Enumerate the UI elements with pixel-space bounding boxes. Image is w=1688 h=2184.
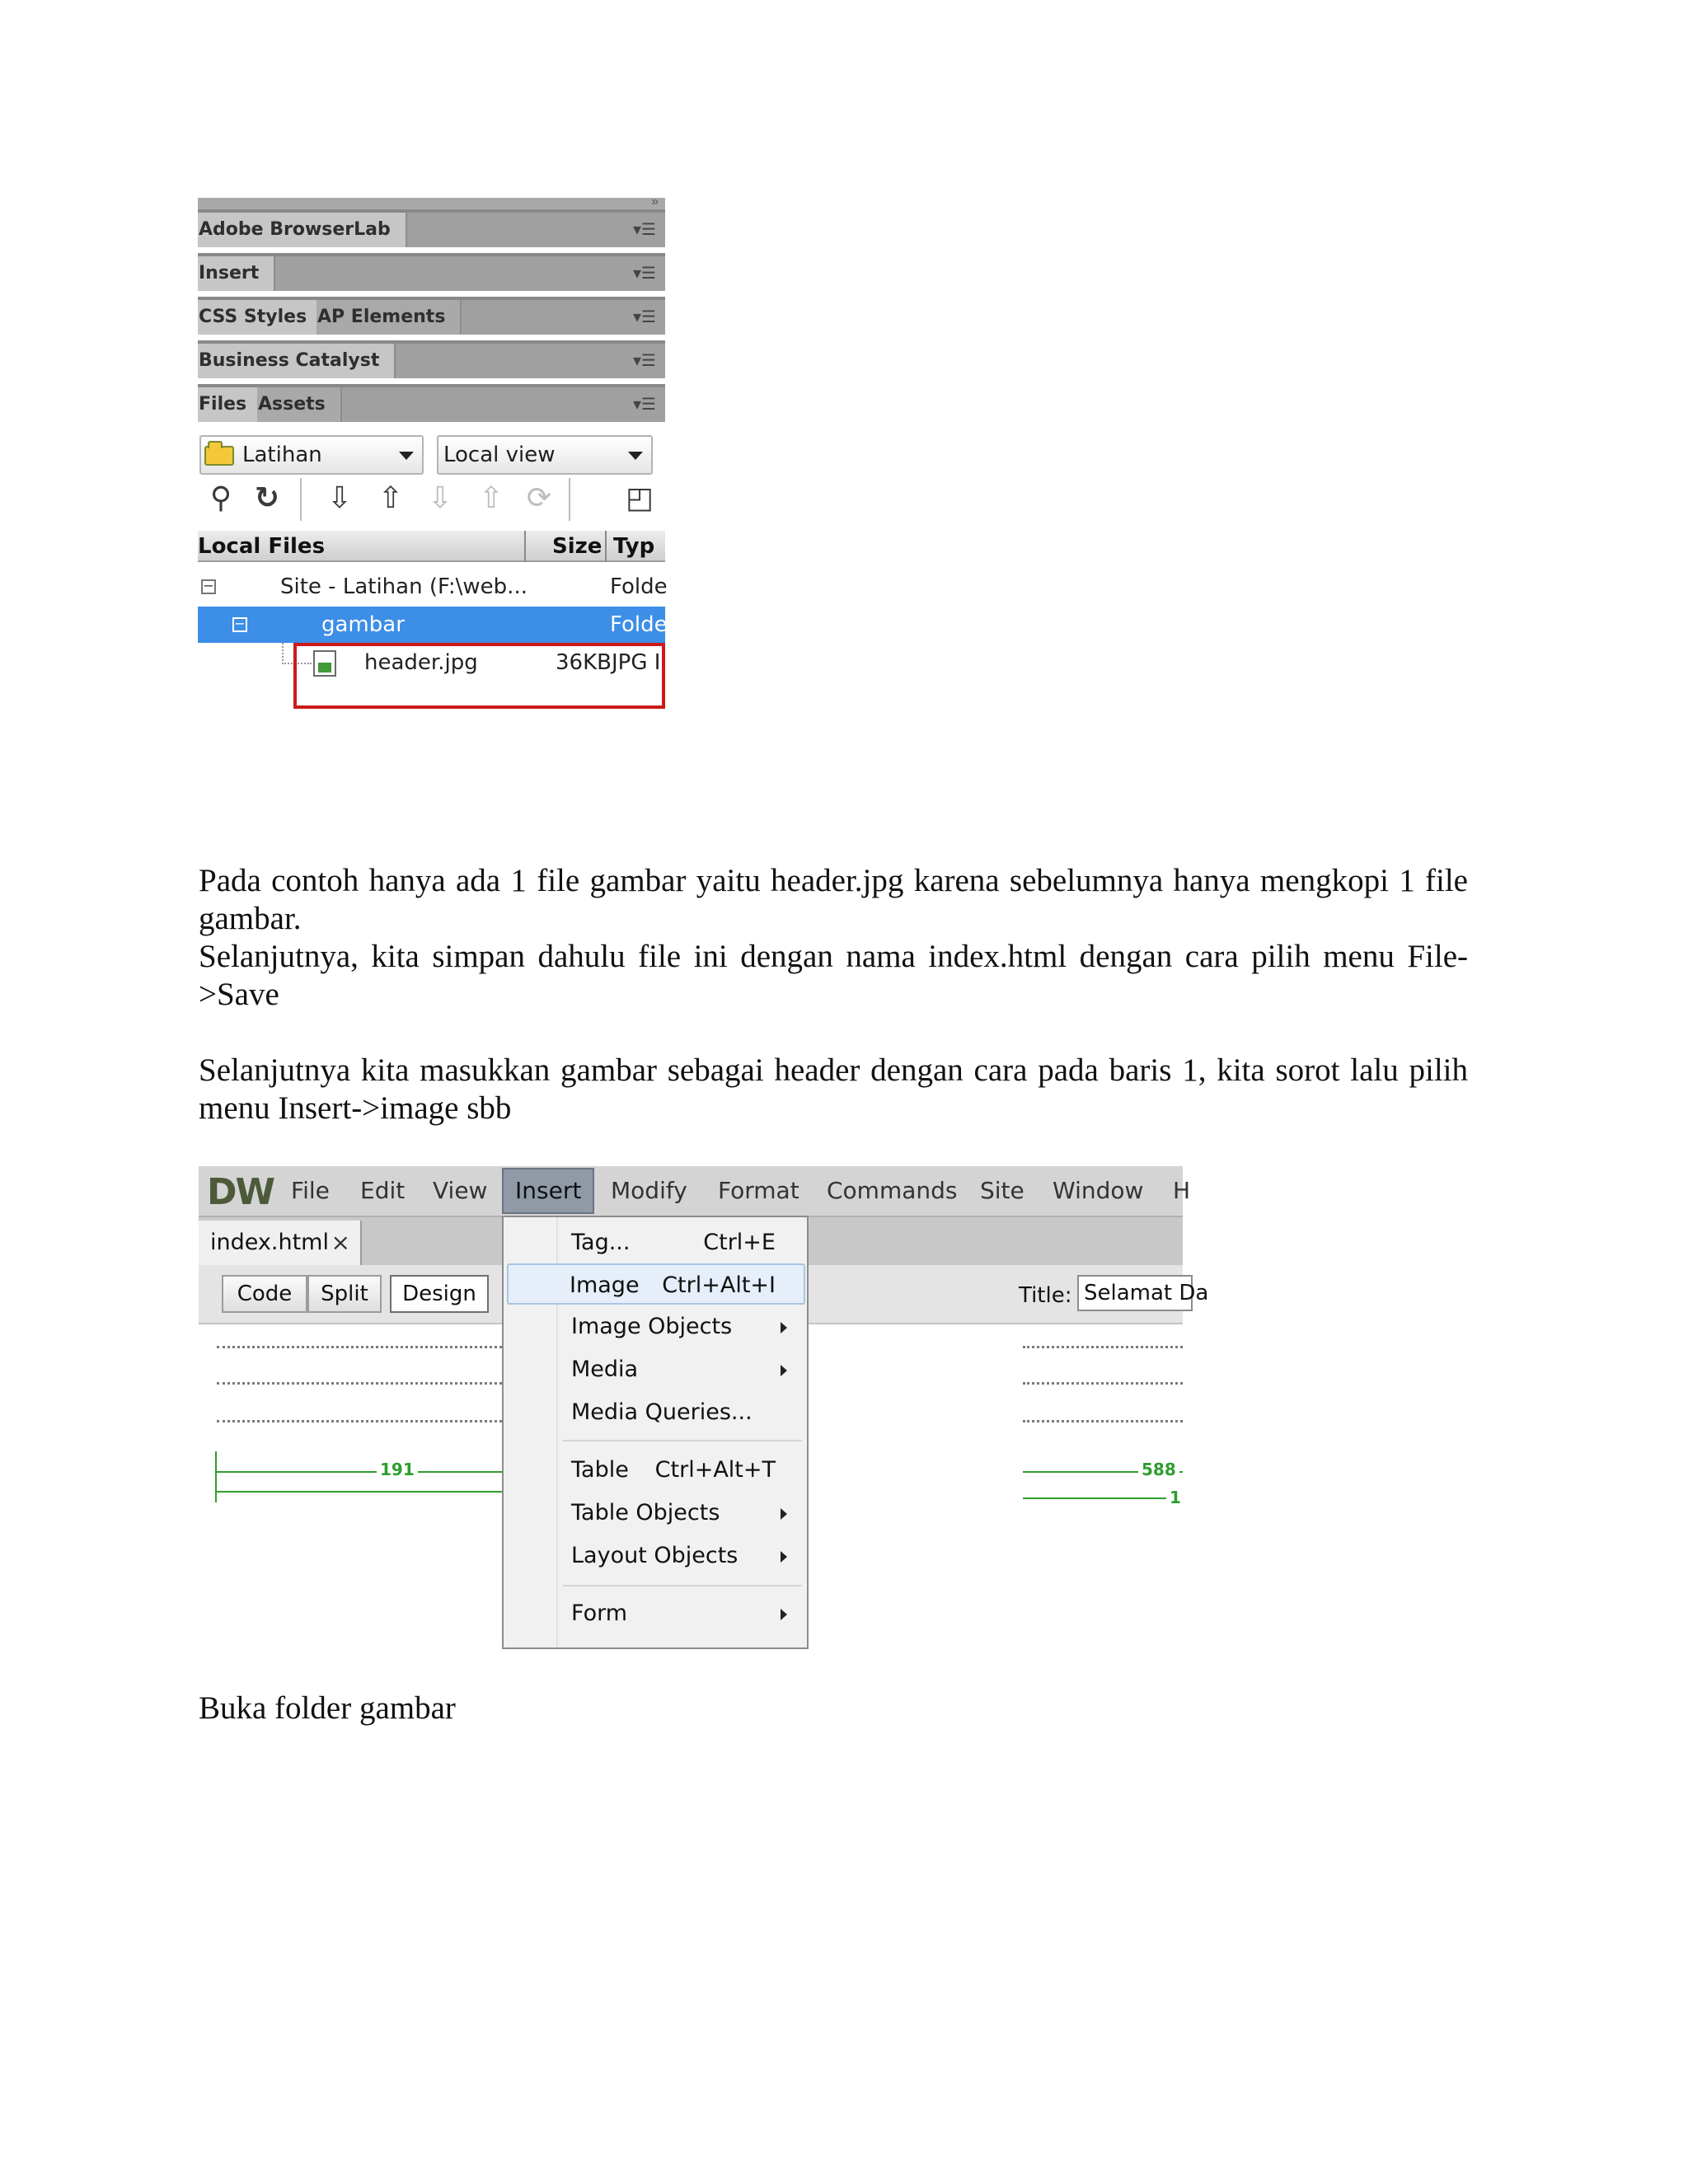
menu-modify[interactable]: Modify bbox=[611, 1177, 687, 1204]
panel-group-files bbox=[198, 384, 665, 422]
dw-logo: DW bbox=[207, 1171, 274, 1213]
paragraph-4 bbox=[199, 1690, 1468, 1727]
table-guide bbox=[217, 1420, 502, 1422]
paragraph-3 bbox=[199, 1052, 1468, 1127]
tab-assets[interactable]: Assets bbox=[257, 387, 342, 422]
split-view-button[interactable]: Split bbox=[307, 1275, 382, 1313]
tab-ap-elements[interactable]: AP Elements bbox=[316, 300, 462, 335]
expand-icon[interactable]: ◰ bbox=[625, 480, 654, 514]
panel-group-css bbox=[198, 297, 665, 335]
text-line: Pada contoh hanya ada 1 file gambar yaitu header.jpg karena sebelumnya hanya mengkopi 1 file bbox=[199, 863, 1468, 898]
check-out-icon[interactable]: ⇩ bbox=[427, 480, 453, 514]
submenu-arrow-icon bbox=[781, 1322, 787, 1333]
menu-item-media[interactable] bbox=[507, 1349, 805, 1390]
site-select[interactable] bbox=[199, 435, 424, 475]
file-name: gambar bbox=[321, 612, 405, 637]
highlight-box bbox=[293, 643, 665, 709]
chevron-down-icon bbox=[628, 452, 643, 460]
panel-group-browserlab bbox=[198, 209, 665, 247]
column-width-label: 191 bbox=[377, 1460, 418, 1479]
menu-item-layout-objects[interactable] bbox=[507, 1535, 805, 1577]
column-width-label: 588 bbox=[1138, 1460, 1179, 1479]
menu-commands[interactable]: Commands bbox=[827, 1177, 958, 1204]
panel-group-insert bbox=[198, 253, 665, 291]
menu-insert[interactable]: Insert bbox=[502, 1168, 594, 1214]
table-guide bbox=[1023, 1346, 1183, 1348]
menu-item-media-queries[interactable] bbox=[507, 1392, 805, 1433]
menu-item-label: Layout Objects bbox=[571, 1543, 738, 1568]
text-line: Buka folder gambar bbox=[199, 1690, 456, 1726]
tab-label: index.html bbox=[210, 1230, 329, 1255]
width-guide bbox=[215, 1451, 217, 1502]
title-input[interactable]: Selamat Da bbox=[1077, 1275, 1193, 1311]
design-view-button[interactable]: Design bbox=[390, 1275, 489, 1313]
submenu-arrow-icon bbox=[781, 1508, 787, 1520]
file-size: 36KB bbox=[556, 650, 612, 675]
menu-item-label: Table Objects bbox=[571, 1500, 720, 1526]
get-files-icon[interactable]: ⇩ bbox=[326, 480, 353, 514]
width-guide bbox=[215, 1471, 502, 1473]
menu-format[interactable]: Format bbox=[718, 1177, 799, 1204]
width-guide bbox=[215, 1491, 502, 1493]
menu-item-image[interactable] bbox=[507, 1263, 805, 1305]
panel-menu-icon[interactable]: ▾☰ bbox=[633, 396, 656, 414]
menu-item-image-objects[interactable] bbox=[507, 1306, 805, 1347]
width-guide bbox=[1023, 1497, 1183, 1499]
file-type: JPG I bbox=[612, 650, 661, 675]
menu-item-label: Form bbox=[571, 1601, 628, 1626]
file-type: Folde bbox=[610, 612, 668, 637]
submenu-arrow-icon bbox=[781, 1609, 787, 1620]
panel-dock-grip[interactable] bbox=[198, 194, 665, 209]
table-guide bbox=[217, 1382, 502, 1385]
menu-item-shortcut: Ctrl+Alt+T bbox=[654, 1457, 776, 1483]
menu-item-table[interactable] bbox=[507, 1450, 805, 1491]
column-width-label: 1 bbox=[1166, 1488, 1184, 1507]
menu-item-label: Image Objects bbox=[571, 1314, 733, 1339]
submenu-arrow-icon bbox=[781, 1551, 787, 1563]
menu-file[interactable]: File bbox=[291, 1177, 330, 1204]
paragraph-2 bbox=[199, 938, 1468, 1014]
menu-window[interactable]: Window bbox=[1053, 1177, 1144, 1204]
text-line: gambar. bbox=[199, 901, 302, 936]
view-select[interactable] bbox=[437, 435, 653, 475]
tab-files[interactable]: Files bbox=[198, 387, 263, 422]
column-local-files[interactable]: Local Files bbox=[198, 534, 326, 559]
files-table-header bbox=[198, 531, 665, 562]
tab-adobe-browserlab[interactable]: Adobe BrowserLab bbox=[198, 213, 407, 247]
menu-bar bbox=[199, 1166, 1191, 1216]
text-line: >Save bbox=[199, 977, 279, 1012]
collapse-icon[interactable]: − bbox=[201, 579, 216, 594]
menu-site[interactable]: Site bbox=[980, 1177, 1025, 1204]
menu-item-shortcut: Ctrl+E bbox=[703, 1230, 776, 1255]
close-icon[interactable]: × bbox=[331, 1229, 350, 1256]
menu-item-label: Media Queries... bbox=[571, 1399, 753, 1425]
check-in-icon[interactable]: ⇧ bbox=[478, 480, 504, 514]
folder-icon bbox=[204, 446, 234, 466]
menu-edit[interactable]: Edit bbox=[360, 1177, 406, 1204]
text-line: Selanjutnya kita masukkan gambar sebagai header dengan cara pada baris 1, kita sorot lalu pilih bbox=[199, 1052, 1468, 1088]
chevron-down-icon bbox=[399, 452, 414, 460]
toolbar-divider bbox=[300, 478, 302, 521]
put-files-icon[interactable]: ⇧ bbox=[377, 480, 404, 514]
menu-item-label: Image bbox=[570, 1272, 640, 1298]
column-type[interactable]: Typ bbox=[613, 534, 655, 559]
collapse-icon[interactable]: − bbox=[232, 617, 247, 632]
files-panel-screenshot bbox=[198, 194, 668, 822]
menu-item-label: Media bbox=[571, 1357, 639, 1382]
tree-row-site[interactable] bbox=[198, 569, 668, 605]
panel-menu-icon[interactable]: ▾☰ bbox=[633, 221, 656, 239]
text-line: menu Insert->image sbb bbox=[199, 1090, 512, 1126]
synchronize-icon[interactable]: ⟳ bbox=[526, 480, 552, 514]
connect-icon[interactable]: ⚲ bbox=[209, 480, 232, 514]
menu-item-form[interactable] bbox=[507, 1593, 805, 1634]
menu-separator bbox=[563, 1585, 802, 1586]
tab-insert[interactable]: Insert bbox=[198, 256, 275, 291]
menu-help[interactable]: H bbox=[1173, 1177, 1191, 1204]
panel-menu-icon[interactable]: ▾☰ bbox=[633, 265, 656, 283]
panel-group-business-catalyst bbox=[198, 340, 665, 378]
text-line: Selanjutnya, kita simpan dahulu file ini dengan nama index.html dengan cara pilih menu File- bbox=[199, 939, 1468, 974]
file-name: Site - Latihan (F:\web... bbox=[280, 574, 528, 599]
menu-item-label: Table bbox=[571, 1457, 629, 1483]
table-guide bbox=[1023, 1382, 1183, 1385]
view-select-value: Local view bbox=[443, 443, 556, 467]
menu-item-label: Tag... bbox=[571, 1230, 631, 1255]
menu-item-shortcut: Ctrl+Alt+I bbox=[662, 1272, 776, 1298]
insert-menu bbox=[502, 1216, 809, 1649]
column-divider bbox=[605, 531, 607, 562]
menu-item-tag[interactable] bbox=[507, 1222, 805, 1263]
column-size[interactable]: Size bbox=[552, 534, 603, 559]
menu-item-table-objects[interactable] bbox=[507, 1493, 805, 1534]
menu-separator bbox=[563, 1440, 802, 1441]
collapse-icon[interactable]: » bbox=[651, 194, 659, 209]
tab-index-html[interactable] bbox=[199, 1221, 362, 1265]
code-view-button[interactable]: Code bbox=[222, 1275, 307, 1313]
menu-view[interactable]: View bbox=[433, 1177, 488, 1204]
dreamweaver-screenshot bbox=[199, 1166, 1209, 1649]
site-select-value: Latihan bbox=[242, 443, 322, 467]
file-type: Folde bbox=[610, 574, 668, 599]
tab-business-catalyst[interactable]: Business Catalyst bbox=[198, 344, 396, 378]
submenu-arrow-icon bbox=[781, 1365, 787, 1376]
column-divider bbox=[524, 531, 526, 562]
file-name: header.jpg bbox=[364, 650, 478, 675]
panel-menu-icon[interactable]: ▾☰ bbox=[633, 308, 656, 326]
refresh-icon[interactable]: ↻ bbox=[254, 480, 280, 514]
table-guide bbox=[1023, 1420, 1183, 1422]
tab-css-styles[interactable]: CSS Styles bbox=[198, 300, 323, 335]
table-guide bbox=[217, 1346, 502, 1348]
tree-row-gambar[interactable] bbox=[198, 607, 668, 643]
toolbar-divider bbox=[569, 478, 570, 521]
panel-menu-icon[interactable]: ▾☰ bbox=[633, 352, 656, 370]
paragraph-1 bbox=[199, 862, 1468, 938]
title-label: Title: bbox=[1019, 1283, 1072, 1308]
